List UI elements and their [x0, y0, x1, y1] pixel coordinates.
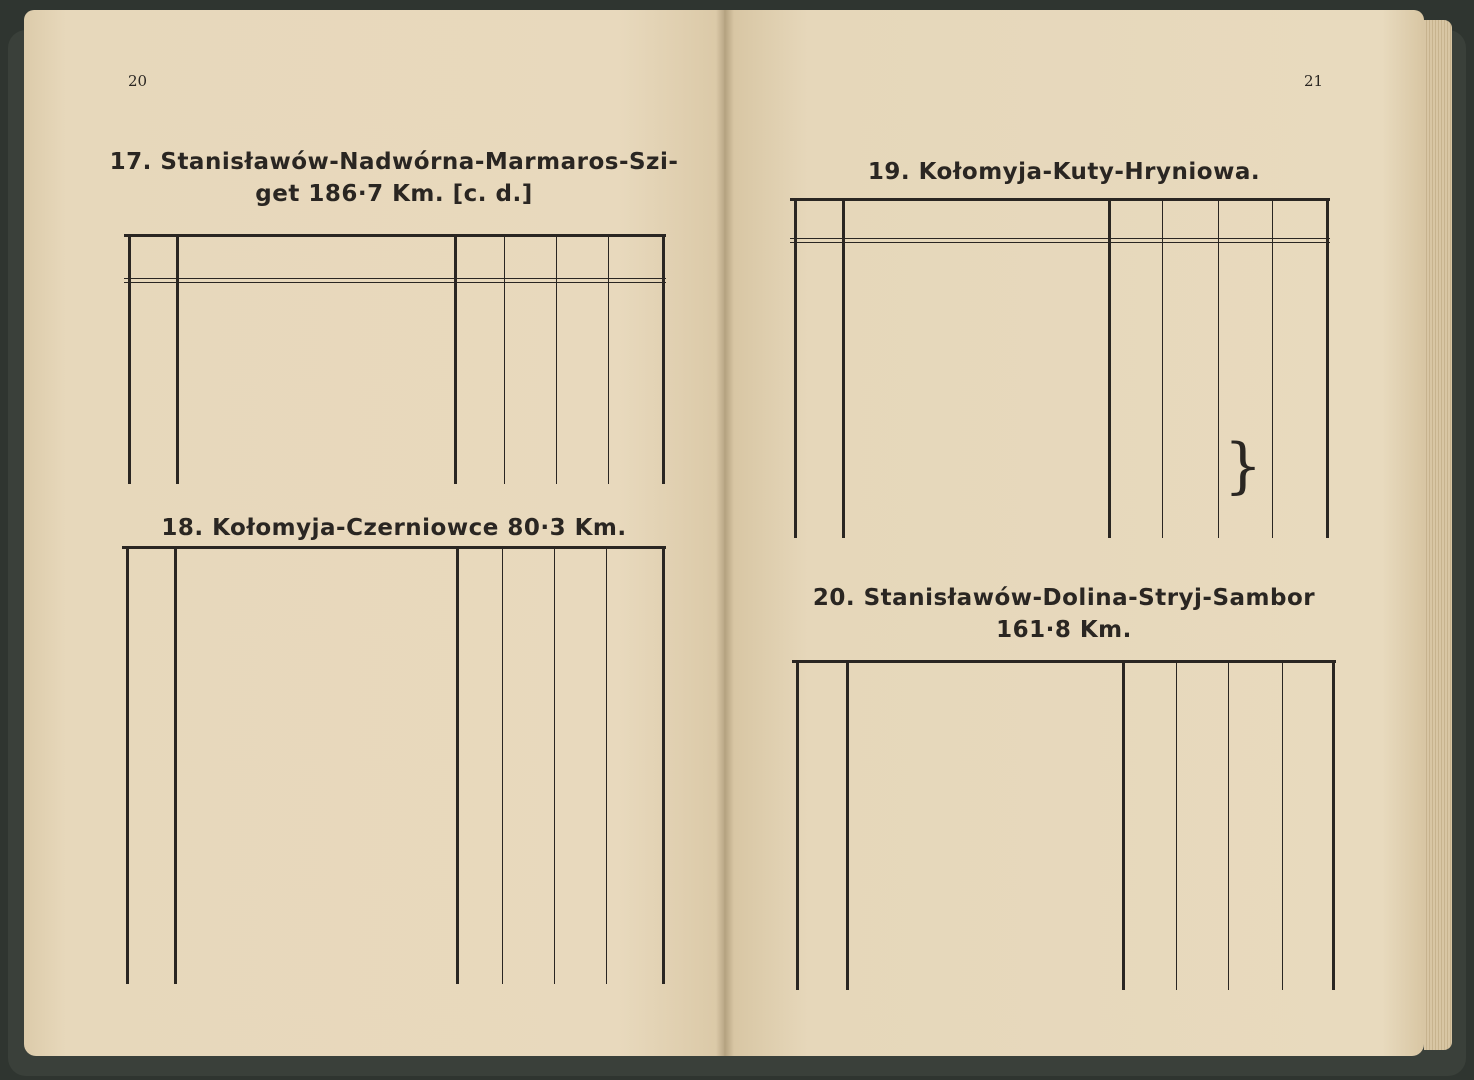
section-20-title-line2: 161·8 Km.	[996, 617, 1132, 643]
column-rule	[796, 660, 799, 990]
column-rule	[176, 234, 179, 484]
table-header-rule	[124, 282, 666, 283]
column-rule	[1272, 198, 1273, 538]
section-20-table	[792, 660, 1336, 990]
column-rule	[1176, 660, 1177, 990]
section-17-title-line1: 17. Stanisławów-Nadwórna-Marmaros-Szi-	[109, 149, 679, 175]
column-rule	[1228, 660, 1229, 990]
section-17-table	[124, 234, 666, 484]
page-edges	[1424, 20, 1452, 1050]
section-17-title	[104, 146, 684, 210]
section-20-title	[784, 582, 1344, 646]
column-rule	[126, 546, 129, 984]
column-rule	[502, 546, 503, 984]
section-19-table	[790, 198, 1330, 538]
grouping-brace: }	[1224, 431, 1263, 501]
table-top-rule	[790, 198, 1330, 201]
table-top-rule	[124, 234, 666, 237]
column-rule	[1122, 660, 1125, 990]
section-18-title: 18. Kołomyja-Czerniowce 80·3 Km.	[161, 515, 627, 541]
table-top-rule	[122, 546, 666, 549]
table-header-rule	[790, 242, 1330, 243]
table-header-rule	[124, 278, 666, 279]
column-rule	[794, 198, 797, 538]
table-top-rule	[792, 660, 1336, 663]
section-17-title-line2: get 186·7 Km. [c. d.]	[255, 181, 533, 207]
column-rule	[504, 234, 505, 484]
page-number: 21	[1304, 72, 1324, 90]
section-20-title-line1: 20. Stanisławów-Dolina-Stryj-Sambor	[812, 585, 1316, 611]
column-rule	[128, 234, 131, 484]
column-rule	[554, 546, 555, 984]
column-rule	[846, 660, 849, 990]
column-rule	[608, 234, 609, 484]
book-gutter	[716, 10, 734, 1056]
column-rule	[174, 546, 177, 984]
column-rule	[1282, 660, 1283, 990]
section-18-table	[122, 546, 666, 984]
page-number: 20	[128, 72, 148, 90]
right-page	[724, 10, 1424, 1056]
column-rule	[556, 234, 557, 484]
column-rule	[662, 546, 665, 984]
column-rule	[1162, 198, 1163, 538]
column-rule	[1218, 198, 1219, 538]
column-rule	[662, 234, 665, 484]
column-rule	[1332, 660, 1335, 990]
column-rule	[1108, 198, 1111, 538]
column-rule	[456, 546, 459, 984]
column-rule	[454, 234, 457, 484]
column-rule	[842, 198, 845, 538]
left-page	[24, 10, 724, 1056]
column-rule	[1326, 198, 1329, 538]
section-19-title: 19. Kołomyja-Kuty-Hryniowa.	[867, 159, 1261, 185]
column-rule	[606, 546, 607, 984]
table-header-rule	[790, 238, 1330, 239]
